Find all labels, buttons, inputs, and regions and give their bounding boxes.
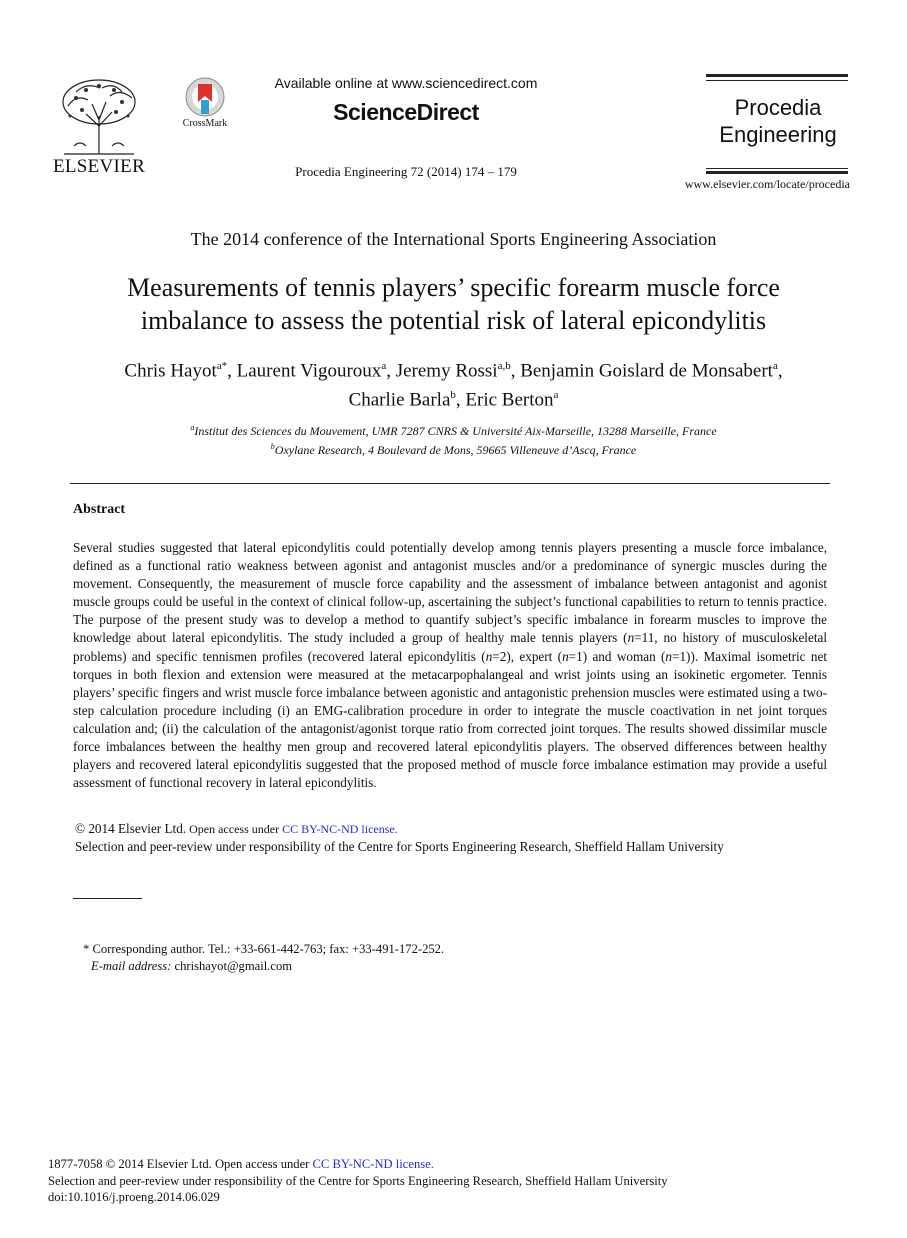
affiliations <box>60 420 847 458</box>
journal-name-line2: Engineering <box>719 122 837 147</box>
available-online-link[interactable]: Available online at www.sciencedirect.com <box>274 75 538 91</box>
footnote-rule <box>73 898 142 899</box>
abstract-body: Several studies suggested that lateral epicondylitis could potentially develop among tennis players presenting a muscle force imbalance, defined as a functional ratio weakness between agonist and antagonist muscles and/or a predominance of synergic muscles during the movement. Consequently, the measurement of muscle force capability and the assessment of imbalance between antagonist and agonist muscle groups could be useful in the context of clinical follow-up, ascertaining the subject’s functional capabilities to return to tennis practice. The purpose of the present study was to develop a method to quantify subject’s specific imbalance in forearm muscles to improve the knowledge about lateral epicondylitis. The study included a group of healthy male tennis players (n=11, no history of musculoskeletal problems) and specific tennismen profiles (recovered lateral epicondylitis (n=2), expert (n=1) and woman (n=1)). Maximal isometric net torques in both flexion and extension were measured at the metacarpophalangeal and wrist joints using an isokinetic ergometer. Tennis players’ specific fingers and wrist muscle force imbalance between agonistic and antagonistic prehension muscles were estimated using a two-step calculation procedure including (i) an EMG-calibration procedure in order to integrate the muscle coactivation in net joint torques calculation and; (ii) the calculation of the antagonist/agonist torque ratio from corrected joint torques. The results showed dissimilar muscle force imbalances between the healthy men group and recovered lateral epicondylitis players. The observed differences between healthy players and recovered lateral epicondylitis suggested that the proposed method of muscle force imbalance estimation may provide a useful assessment of functional recovery in lateral epicondylitis. <box>73 540 828 791</box>
elsevier-tree-icon <box>56 76 142 156</box>
author-affiliation-mark: a <box>772 360 778 372</box>
license-link[interactable]: CC BY-NC-ND license. <box>282 822 398 836</box>
affiliation-a: $^a$Institut des Sciences du Mouvement, UMR 7287 CNRS & Université Aix-Marseille, 13288 Marseille, France <box>190 423 717 438</box>
abstract-heading: Abstract <box>73 502 126 517</box>
author-name: Chris Hayot <box>124 360 217 382</box>
journal-top-rule-thick <box>706 74 848 77</box>
journal-reference: Procedia Engineering 72 (2014) 174 – 179 <box>295 164 517 179</box>
crossmark-badge[interactable] <box>176 76 234 136</box>
author-affiliation-mark: a <box>553 389 559 402</box>
title-line-2: imbalance to assess the potential risk of lateral epicondylitis <box>140 306 767 335</box>
affiliation-b: $^b$Oxylane Research, 4 Boulevard de Mons, 59665 Villeneuve d’Ascq, France <box>270 442 637 457</box>
author-affiliation-mark: a* <box>216 360 228 372</box>
crossmark-label: CrossMark <box>182 118 228 129</box>
doi-link[interactable]: doi:10.1016/j.proeng.2014.06.029 <box>48 1190 220 1204</box>
author-name: , Laurent Vigouroux <box>227 360 382 382</box>
footer-license-link[interactable]: CC BY-NC-ND license. <box>312 1157 434 1171</box>
author-name: , Benjamin Goislard de Monsabert <box>510 360 773 382</box>
journal-name-line1: Procedia <box>734 95 822 120</box>
elsevier-wordmark: ELSEVIER <box>52 156 146 177</box>
sciencedirect-logo[interactable]: ScienceDirect <box>333 99 479 125</box>
paper-title <box>60 271 847 337</box>
crossmark-icon <box>176 76 234 120</box>
elsevier-logo[interactable] <box>52 76 146 176</box>
journal-bottom-rule-thin <box>706 168 848 169</box>
author-name: , Jeremy Rossi <box>386 360 498 382</box>
footer-peer-review: Selection and peer-review under responsibility of the Centre for Sports Engineering Research, Sheffield Hallam University <box>48 1173 668 1188</box>
journal-url-link[interactable]: www.elsevier.com/locate/procedia <box>684 177 850 191</box>
title-line-1: Measurements of tennis players’ specific forearm muscle force <box>127 273 780 302</box>
peer-review-notice: Selection and peer-review under responsibility of the Centre for Sports Engineering Research, Sheffield Hallam University <box>75 839 724 854</box>
author-list <box>50 354 857 413</box>
conference-name: The 2014 conference of the International Sports Engineering Association <box>190 229 717 249</box>
journal-top-rule-thin <box>706 80 848 81</box>
corresponding-author-footnote: * Corresponding author. Tel.: +33-661-442-763; fax: +33-491-172-252. E-mail address: chrishayot@gmail.com <box>83 942 445 973</box>
author-affiliation-mark: b <box>450 389 456 402</box>
page-footer <box>48 1156 868 1206</box>
issn-copyright: 1877-7058 © 2014 Elsevier Ltd. Open access under <box>48 1157 313 1171</box>
author-affiliation-mark: a,b <box>497 360 511 372</box>
copyright-block: © 2014 Elsevier Ltd. Open access under CC BY-NC-ND license. Selection and peer-review under responsibility of the Centre for Sports Engineering Research, Sheffield Hallam University <box>75 820 835 856</box>
author-name: , Eric Berton <box>455 389 554 411</box>
journal-name <box>706 94 850 148</box>
author-name: Charlie Barla <box>348 389 451 411</box>
journal-bottom-rule-thick <box>706 171 848 174</box>
author-affiliation-mark: a <box>381 360 387 372</box>
copyright-notice: © 2014 Elsevier Ltd. <box>75 821 187 836</box>
section-divider <box>70 483 830 484</box>
author-separator: , <box>777 360 783 382</box>
author-email-link[interactable]: chrishayot@gmail.com <box>171 959 293 973</box>
